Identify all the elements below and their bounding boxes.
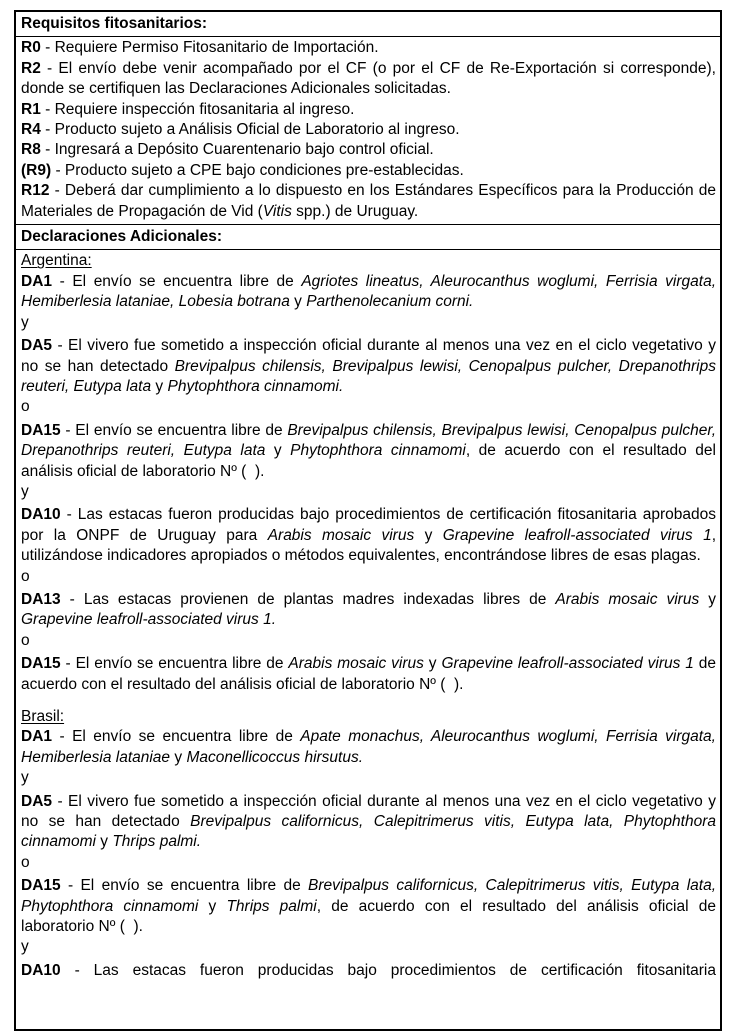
connector-o: o [21,398,30,416]
declarations-header-row [16,225,720,250]
requirement-r4: R4 - Producto sujeto a Análisis Oficial de Laboratorio al ingreso. [21,121,460,139]
requirement-r8: R8 - Ingresará a Depósito Cuarentenario bajo control oficial. [21,141,434,159]
declaration-ar-da5: DA5 - El vivero fue sometido a inspección oficial durante al menos una vez en el ciclo vegetativo y no se han detectado Brevipalpus chilensis, Brevipalpus lewisi, Cenopalpus pulcher, Drepanothrips reuteri, Eutypa lata y Phytophthora cinnamomi. [21,337,716,395]
spacer [21,695,716,707]
phytosanitary-table [14,10,722,1031]
requirement-r12: R12 - Deberá dar cumplimiento a lo dispuesto en los Estándares Específicos para la Producción de Materiales de Propagación de Vid (Vitis spp.) de Uruguay. [21,182,716,220]
requirement-r0: R0 - Requiere Permiso Fitosanitario de Importación. [21,39,379,57]
declaration-ar-da13: DA13 - Las estacas provienen de plantas madres indexadas libres de Arabis mosaic virus y Grapevine leafroll-associated virus 1. [21,590,716,629]
declarations-list [16,250,720,1029]
connector-o: o [21,631,30,649]
requirement-r9: (R9) - Producto sujeto a CPE bajo condiciones pre-establecidas. [21,161,464,179]
requirements-list [16,37,720,225]
requirements-header: Requisitos fitosanitarios: [21,15,208,32]
declaration-ar-da1: DA1 - El envío se encuentra libre de Agriotes lineatus, Aleurocanthus woglumi, Ferrisia virgata, Hemiberlesia lataniae, Lobesia botrana y Parthenolecanium corni. [21,272,716,311]
declaration-br-da10: DA10 - Las estacas fueron producidas bajo procedimientos de certificación fitosanitaria [21,961,716,979]
country-header-argentina: Argentina: [21,252,92,270]
declaration-ar-da15b: DA15 - El envío se encuentra libre de Arabis mosaic virus y Grapevine leafroll-associated virus 1 de acuerdo con el resultado del análisis oficial de laboratorio Nº ( ). [21,655,716,693]
connector-y: y [21,938,29,956]
connector-o: o [21,567,30,585]
declaration-ar-da15: DA15 - El envío se encuentra libre de Brevipalpus chilensis, Brevipalpus lewisi, Cenopalpus pulcher, Drepanothrips reuteri, Eutypa lata y Phytophthora cinnamomi, de acuerdo con el resultado del análisis oficial de laboratorio Nº ( ). [21,421,717,480]
connector-y: y [21,482,29,500]
country-header-brasil: Brasil: [21,708,65,725]
connector-o: o [21,853,30,871]
requirement-r2: R2 - El envío debe venir acompañado por el CF (o por el CF de Re-Exportación si corresponde), donde se certifiquen las Declaraciones Adicionales solicitadas. [21,59,716,98]
declaration-br-da1: DA1 - El envío se encuentra libre de Apate monachus, Aleurocanthus woglumi, Ferrisia virgata, Hemiberlesia lataniae y Maconellicoccus hirsutus. [21,728,716,766]
connector-y: y [21,769,29,787]
requirements-header-row [16,12,720,37]
declaration-br-da5: DA5 - El vivero fue sometido a inspección oficial durante al menos una vez en el ciclo vegetativo y no se han detectado Brevipalpus californicus, Calepitrimerus vitis, Eutypa lata, Phytophthora cinnamomi y Thrips palmi. [21,792,716,851]
requirement-r1: R1 - Requiere inspección fitosanitaria al ingreso. [21,100,355,118]
declaration-ar-da10: DA10 - Las estacas fueron producidas bajo procedimientos de certificación fitosanitaria aprobados por la ONPF de Uruguay para Arabis mosaic virus y Grapevine leafroll-associated virus 1, utilizándose indicadores apropiados o métodos equivalentes, encontrándose libres de esas plagas. [21,506,716,565]
declarations-header: Declaraciones Adicionales: [21,228,223,246]
declaration-br-da15: DA15 - El envío se encuentra libre de Brevipalpus californicus, Calepitrimerus vitis, Eutypa lata, Phytophthora cinnamomi y Thrips palmi, de acuerdo con el resultado del análisis oficial de laboratorio Nº ( ). [21,877,717,936]
connector-y: y [21,313,29,331]
